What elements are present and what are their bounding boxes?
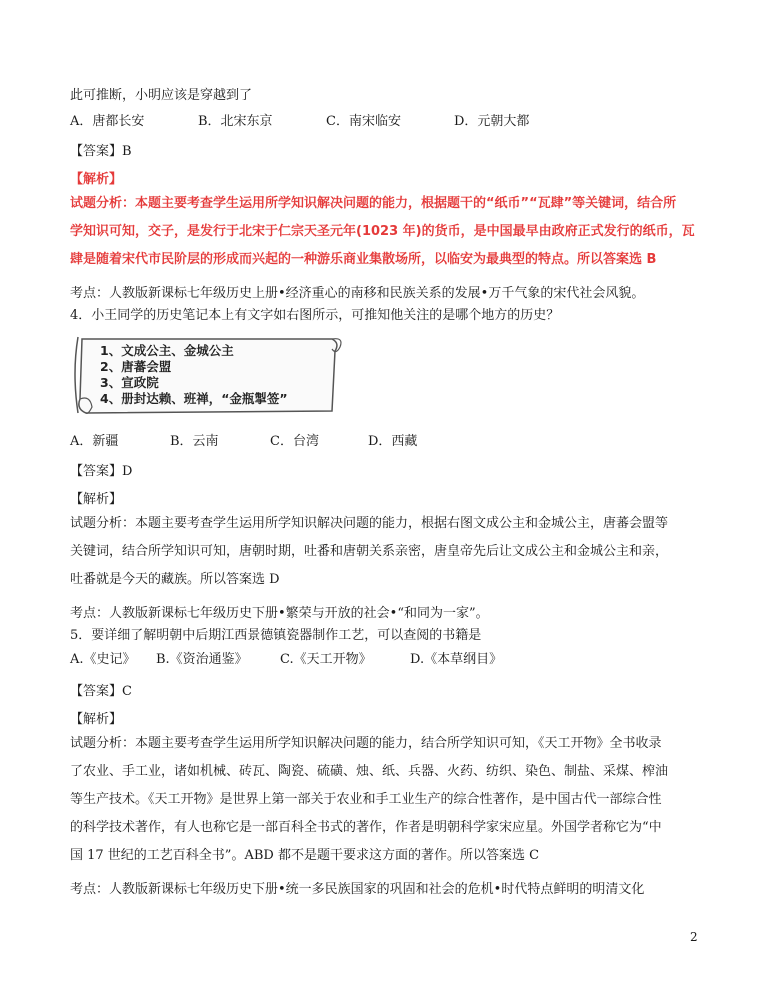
q4-analysis-line-3: 吐番就是今天的藏族。所以答案选 D: [70, 572, 280, 587]
q5-kaodian: 考点：人教版新课标七年级历史下册•统一多民族国家的巩固和社会的危机•时代特点鲜明的明清文化: [70, 882, 645, 897]
q4-analysis-label: 【解析】: [70, 492, 123, 507]
q5-analysis-line-3: 等生产技术。《天工开物》是世界上第一部关于农业和手工业生产的综合性著作，是中国古代一部综合性: [70, 792, 662, 807]
q4-analysis-line-2: 关键词，结合所学知识可知，唐朝时期，吐番和唐朝关系亲密，唐皇帝先后让文成公主和金城公主和亲，: [70, 544, 669, 559]
q4-kaodian: 考点：人教版新课标七年级历史下册•繁荣与开放的社会•“和同为一家”。: [70, 606, 489, 621]
q5-analysis-line-5: 国 17 世纪的工艺百科全书”。ABD 都不是题干要求这方面的著作。所以答案选 C: [70, 848, 540, 863]
q5-option-b: B.《资治通鉴》: [156, 652, 248, 667]
q3-option-c: C．南宋临安: [326, 114, 401, 129]
q3-option-a: A．唐都长安: [70, 114, 145, 129]
q5-option-c: C.《天工开物》: [280, 652, 372, 667]
scroll-line-3: 3、宣政院: [100, 375, 159, 390]
q4-option-a: A．新疆: [70, 434, 119, 449]
q3-analysis-label: 【解析】: [70, 172, 123, 187]
q3-stem-tail: 此可推断，小明应该是穿越到了: [70, 88, 253, 103]
q5-options: [70, 648, 502, 667]
scroll-line-4: 4、册封达赖、班禅，“金瓶掣签”: [100, 391, 288, 406]
q3-analysis-line-2: 学知识可知，交子，是发行于北宋于仁宗天圣元年(1023 年)的货币，是中国最早由政府正式发行的纸币，瓦: [70, 224, 695, 239]
q5-stem: 5．要详细了解明朝中后期江西景德镇瓷器制作工艺，可以查阅的书籍是: [70, 628, 482, 643]
scroll-image: [70, 333, 345, 418]
q3-analysis: [70, 190, 710, 274]
q4-option-b: B．云南: [170, 434, 219, 449]
q4-analysis-line-1: 试题分析：本题主要考查学生运用所学知识解决问题的能力，根据右图文成公主和金城公主，唐蕃会盟等: [70, 516, 669, 531]
q4-stem: 4．小王同学的历史笔记本上有文字如右图所示，可推知他关注的是哪个地方的历史？: [70, 308, 560, 323]
q5-option-a: A.《史记》: [70, 652, 136, 667]
q3-option-d: D．元朝大都: [454, 114, 530, 129]
q3-analysis-line-1: 试题分析：本题主要考查学生运用所学知识解决问题的能力，根据题干的“纸币”“瓦肆”等关键词，结合所: [70, 196, 677, 211]
q3-answer: 【答案】B: [70, 144, 132, 159]
q4-option-c: C．台湾: [270, 434, 319, 449]
q3-option-b: B．北宋东京: [198, 114, 273, 129]
q5-analysis-line-2: 了农业、手工业，诸如机械、砖瓦、陶瓷、硫磺、烛、纸、兵器、火药、纺织、染色、制盐、采煤、榨油: [70, 764, 669, 779]
q5-analysis-label: 【解析】: [70, 712, 123, 727]
scroll-line-1: 1、文成公主、金城公主: [100, 343, 234, 358]
q3-kaodian: 考点：人教版新课标七年级历史上册•经济重心的南移和民族关系的发展•万千气象的宋代社会风貌。: [70, 286, 645, 301]
q3-options: [70, 110, 529, 129]
q4-options: [70, 430, 417, 449]
q4-analysis: [70, 510, 710, 594]
q4-option-d: D．西藏: [368, 434, 418, 449]
q5-analysis-line-4: 的科学技术著作，有人也称它是一部百科全书式的著作，作者是明朝科学家宋应星。外国学者称它为“中: [70, 820, 662, 835]
page-number: 2: [690, 930, 698, 944]
q4-answer: 【答案】D: [70, 464, 133, 479]
q5-option-d: D.《本草纲目》: [410, 652, 503, 667]
scroll-line-2: 2、唐蕃会盟: [100, 359, 172, 374]
q5-answer: 【答案】C: [70, 684, 132, 699]
q5-analysis: [70, 730, 710, 870]
q3-analysis-line-3: 肆是随着宋代市民阶层的形成而兴起的一种游乐商业集散场所，以临安为最典型的特点。所以答案选 B: [70, 252, 657, 267]
q5-analysis-line-1: 试题分析：本题主要考查学生运用所学知识解决问题的能力，结合所学知识可知，《天工开物》全书收录: [70, 736, 662, 751]
